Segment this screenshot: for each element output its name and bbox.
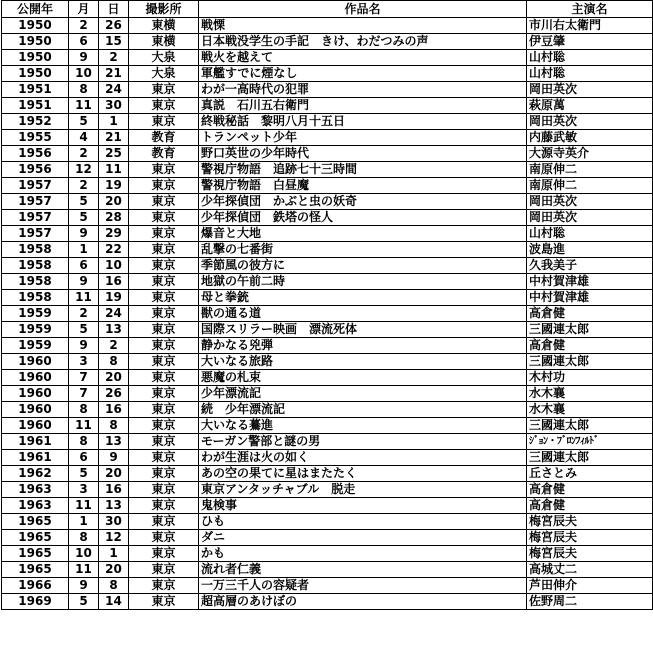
cell-title: 少年探偵団 鉄塔の怪人	[199, 210, 527, 226]
cell-day: 21	[99, 130, 129, 146]
cell-title: 少年探偵団 かぶと虫の妖奇	[199, 194, 527, 210]
cell-year: 1958	[2, 242, 69, 258]
cell-day: 24	[99, 306, 129, 322]
cell-actor: 高倉健	[527, 306, 653, 322]
film-table	[1, 0, 653, 610]
cell-title: 一万三千人の容疑者	[199, 578, 527, 594]
cell-actor: 三國連太郎	[527, 354, 653, 370]
cell-day: 20	[99, 562, 129, 578]
cell-year: 1961	[2, 450, 69, 466]
cell-studio: 東京	[129, 194, 199, 210]
cell-actor: 南原伸二	[527, 178, 653, 194]
cell-year: 1957	[2, 178, 69, 194]
cell-year: 1956	[2, 146, 69, 162]
cell-title: 野口英世の少年時代	[199, 146, 527, 162]
table-row	[2, 210, 653, 226]
cell-day: 8	[99, 418, 129, 434]
cell-title: 国際スリラー映画 漂流死体	[199, 322, 527, 338]
cell-studio: 東京	[129, 578, 199, 594]
table-row	[2, 66, 653, 82]
cell-studio: 大泉	[129, 66, 199, 82]
cell-day: 2	[99, 50, 129, 66]
table-row	[2, 466, 653, 482]
cell-studio: 東京	[129, 242, 199, 258]
table-row	[2, 402, 653, 418]
cell-day: 2	[99, 338, 129, 354]
cell-month: 8	[69, 530, 99, 546]
cell-title: トランペット少年	[199, 130, 527, 146]
cell-year: 1960	[2, 402, 69, 418]
cell-title: 警視庁物語 白昼魔	[199, 178, 527, 194]
cell-month: 11	[69, 290, 99, 306]
table-row	[2, 274, 653, 290]
cell-studio: 東京	[129, 98, 199, 114]
cell-title: 警視庁物語 追跡七十三時間	[199, 162, 527, 178]
cell-year: 1960	[2, 418, 69, 434]
table-row	[2, 290, 653, 306]
cell-year: 1957	[2, 194, 69, 210]
cell-month: 9	[69, 274, 99, 290]
cell-actor: 大源寺英介	[527, 146, 653, 162]
cell-month: 5	[69, 114, 99, 130]
cell-title: かも	[199, 546, 527, 562]
cell-day: 9	[99, 450, 129, 466]
cell-title: ダニ	[199, 530, 527, 546]
cell-title: 爆音と大地	[199, 226, 527, 242]
cell-studio: 教育	[129, 146, 199, 162]
cell-year: 1966	[2, 578, 69, 594]
table-row	[2, 546, 653, 562]
cell-actor: 高倉健	[527, 498, 653, 514]
cell-month: 3	[69, 354, 99, 370]
cell-day: 30	[99, 514, 129, 530]
cell-actor: 中村賀津雄	[527, 290, 653, 306]
cell-studio: 東京	[129, 114, 199, 130]
cell-title: 乱撃の七番街	[199, 242, 527, 258]
cell-month: 5	[69, 210, 99, 226]
cell-year: 1963	[2, 482, 69, 498]
cell-year: 1955	[2, 130, 69, 146]
cell-title: 地獄の午前二時	[199, 274, 527, 290]
cell-day: 28	[99, 210, 129, 226]
cell-actor: 萩原萬	[527, 98, 653, 114]
table-row	[2, 498, 653, 514]
cell-title: 大いなる驀進	[199, 418, 527, 434]
cell-year: 1960	[2, 354, 69, 370]
table-row	[2, 18, 653, 34]
cell-month: 9	[69, 578, 99, 594]
cell-day: 1	[99, 114, 129, 130]
cell-studio: 東京	[129, 354, 199, 370]
cell-day: 8	[99, 578, 129, 594]
cell-actor: 市川右太衛門	[527, 18, 653, 34]
cell-studio: 東京	[129, 226, 199, 242]
cell-year: 1958	[2, 290, 69, 306]
cell-day: 26	[99, 386, 129, 402]
table-row	[2, 306, 653, 322]
cell-year: 1965	[2, 546, 69, 562]
cell-studio: 東京	[129, 546, 199, 562]
cell-month: 5	[69, 594, 99, 610]
table-row	[2, 450, 653, 466]
cell-title: 季節風の彼方に	[199, 258, 527, 274]
cell-actor: 佐野周二	[527, 594, 653, 610]
cell-year: 1965	[2, 530, 69, 546]
cell-studio: 東京	[129, 386, 199, 402]
cell-studio: 東京	[129, 82, 199, 98]
cell-title: わが一高時代の犯罪	[199, 82, 527, 98]
cell-year: 1959	[2, 322, 69, 338]
cell-actor: 三國連太郎	[527, 418, 653, 434]
table-row	[2, 98, 653, 114]
cell-studio: 東京	[129, 498, 199, 514]
cell-studio: 大泉	[129, 50, 199, 66]
cell-month: 5	[69, 322, 99, 338]
cell-title: わが生涯は火の如く	[199, 450, 527, 466]
table-row	[2, 34, 653, 50]
cell-title: 鬼検事	[199, 498, 527, 514]
cell-year: 1959	[2, 306, 69, 322]
table-row	[2, 594, 653, 610]
cell-studio: 東京	[129, 450, 199, 466]
table-row	[2, 226, 653, 242]
cell-title: 終戦秘話 黎明八月十五日	[199, 114, 527, 130]
column-header-month: 月	[69, 1, 99, 18]
column-header-year: 公開年	[2, 1, 69, 18]
column-header-title: 作品名	[199, 1, 527, 18]
film-rows	[2, 18, 653, 610]
cell-day: 20	[99, 194, 129, 210]
cell-year: 1951	[2, 98, 69, 114]
cell-studio: 東京	[129, 482, 199, 498]
cell-day: 19	[99, 290, 129, 306]
cell-studio: 東京	[129, 290, 199, 306]
cell-studio: 東京	[129, 274, 199, 290]
cell-title: 軍艦すでに煙なし	[199, 66, 527, 82]
cell-studio: 東京	[129, 466, 199, 482]
column-header-day: 日	[99, 1, 129, 18]
cell-year: 1965	[2, 514, 69, 530]
cell-day: 24	[99, 82, 129, 98]
cell-month: 2	[69, 178, 99, 194]
cell-actor: 内藤武敏	[527, 130, 653, 146]
cell-month: 6	[69, 34, 99, 50]
table-row	[2, 514, 653, 530]
cell-actor: 丘さとみ	[527, 466, 653, 482]
cell-month: 7	[69, 386, 99, 402]
cell-studio: 東京	[129, 594, 199, 610]
cell-studio: 東京	[129, 418, 199, 434]
cell-studio: 東京	[129, 210, 199, 226]
cell-month: 9	[69, 50, 99, 66]
cell-actor: 芦田伸介	[527, 578, 653, 594]
cell-month: 11	[69, 98, 99, 114]
cell-studio: 東京	[129, 514, 199, 530]
table-row	[2, 418, 653, 434]
cell-year: 1962	[2, 466, 69, 482]
cell-year: 1957	[2, 226, 69, 242]
cell-title: 戦火を越えて	[199, 50, 527, 66]
table-row	[2, 386, 653, 402]
cell-month: 6	[69, 258, 99, 274]
table-row	[2, 178, 653, 194]
table-row	[2, 162, 653, 178]
cell-month: 2	[69, 18, 99, 34]
cell-day: 13	[99, 434, 129, 450]
cell-year: 1957	[2, 210, 69, 226]
cell-day: 14	[99, 594, 129, 610]
cell-actor: 南原伸二	[527, 162, 653, 178]
cell-month: 8	[69, 82, 99, 98]
cell-day: 30	[99, 98, 129, 114]
cell-month: 5	[69, 466, 99, 482]
cell-actor: 山村聡	[527, 50, 653, 66]
cell-month: 9	[69, 338, 99, 354]
cell-studio: 東京	[129, 402, 199, 418]
cell-year: 1950	[2, 66, 69, 82]
cell-year: 1950	[2, 50, 69, 66]
cell-studio: 東横	[129, 18, 199, 34]
cell-day: 13	[99, 322, 129, 338]
cell-actor: 伊豆肇	[527, 34, 653, 50]
cell-actor: 水木襄	[527, 402, 653, 418]
cell-day: 16	[99, 274, 129, 290]
cell-month: 7	[69, 370, 99, 386]
cell-actor: 梅宮辰夫	[527, 546, 653, 562]
cell-actor: 高倉健	[527, 482, 653, 498]
cell-month: 9	[69, 226, 99, 242]
cell-actor: 岡田英次	[527, 210, 653, 226]
cell-studio: 東京	[129, 338, 199, 354]
cell-studio: 東京	[129, 434, 199, 450]
table-row	[2, 322, 653, 338]
cell-title: 超高層のあけぼの	[199, 594, 527, 610]
cell-title: 真説 石川五右衛門	[199, 98, 527, 114]
cell-day: 15	[99, 34, 129, 50]
cell-title: モーガン警部と謎の男	[199, 434, 527, 450]
column-header-studio: 撮影所	[129, 1, 199, 18]
table-row	[2, 242, 653, 258]
table-row	[2, 530, 653, 546]
table-row	[2, 114, 653, 130]
cell-actor: 山村聡	[527, 226, 653, 242]
cell-studio: 東京	[129, 562, 199, 578]
cell-month: 11	[69, 562, 99, 578]
cell-year: 1951	[2, 82, 69, 98]
cell-actor: 中村賀津雄	[527, 274, 653, 290]
cell-day: 26	[99, 18, 129, 34]
cell-day: 11	[99, 162, 129, 178]
cell-month: 1	[69, 514, 99, 530]
cell-day: 19	[99, 178, 129, 194]
cell-studio: 東京	[129, 530, 199, 546]
cell-month: 2	[69, 146, 99, 162]
cell-month: 1	[69, 242, 99, 258]
cell-year: 1959	[2, 338, 69, 354]
table-row	[2, 434, 653, 450]
cell-day: 22	[99, 242, 129, 258]
cell-month: 6	[69, 450, 99, 466]
cell-actor: ｼﾞｮﾝ・ﾌﾞﾛﾝﾌｨﾙﾄﾞ	[527, 434, 653, 450]
cell-year: 1960	[2, 386, 69, 402]
cell-year: 1963	[2, 498, 69, 514]
cell-day: 20	[99, 466, 129, 482]
table-row	[2, 146, 653, 162]
cell-studio: 東京	[129, 162, 199, 178]
cell-year: 1952	[2, 114, 69, 130]
cell-actor: 波島進	[527, 242, 653, 258]
table-row	[2, 82, 653, 98]
cell-actor: 高城丈二	[527, 562, 653, 578]
cell-year: 1965	[2, 562, 69, 578]
cell-actor: 岡田英次	[527, 114, 653, 130]
cell-actor: 山村聡	[527, 66, 653, 82]
cell-day: 21	[99, 66, 129, 82]
cell-actor: 木村功	[527, 370, 653, 386]
cell-day: 20	[99, 370, 129, 386]
cell-day: 10	[99, 258, 129, 274]
cell-day: 8	[99, 354, 129, 370]
cell-year: 1958	[2, 274, 69, 290]
cell-title: 戦慄	[199, 18, 527, 34]
cell-day: 25	[99, 146, 129, 162]
cell-studio: 東横	[129, 34, 199, 50]
cell-year: 1956	[2, 162, 69, 178]
header-row	[2, 1, 653, 18]
cell-month: 11	[69, 498, 99, 514]
cell-year: 1950	[2, 18, 69, 34]
table-row	[2, 578, 653, 594]
cell-studio: 東京	[129, 258, 199, 274]
table-row	[2, 130, 653, 146]
cell-actor: 水木襄	[527, 386, 653, 402]
cell-actor: 三國連太郎	[527, 450, 653, 466]
cell-actor: 高倉健	[527, 338, 653, 354]
cell-month: 2	[69, 306, 99, 322]
cell-title: 母と拳銃	[199, 290, 527, 306]
cell-month: 8	[69, 434, 99, 450]
cell-actor: 久我美子	[527, 258, 653, 274]
cell-day: 16	[99, 402, 129, 418]
table-row	[2, 482, 653, 498]
cell-day: 16	[99, 482, 129, 498]
cell-title: 少年漂流記	[199, 386, 527, 402]
cell-title: 流れ者仁義	[199, 562, 527, 578]
cell-month: 4	[69, 130, 99, 146]
cell-studio: 東京	[129, 306, 199, 322]
cell-month: 12	[69, 162, 99, 178]
cell-title: 東京アンタッチャブル 脱走	[199, 482, 527, 498]
cell-studio: 教育	[129, 130, 199, 146]
cell-title: 大いなる旅路	[199, 354, 527, 370]
cell-studio: 東京	[129, 322, 199, 338]
cell-day: 13	[99, 498, 129, 514]
cell-year: 1961	[2, 434, 69, 450]
table-row	[2, 562, 653, 578]
cell-title: 獣の通る道	[199, 306, 527, 322]
cell-actor: 梅宮辰夫	[527, 530, 653, 546]
table-row	[2, 370, 653, 386]
cell-month: 11	[69, 418, 99, 434]
cell-title: 悪魔の札束	[199, 370, 527, 386]
cell-title: あの空の果てに星はまたたく	[199, 466, 527, 482]
cell-year: 1960	[2, 370, 69, 386]
cell-day: 29	[99, 226, 129, 242]
table-row	[2, 194, 653, 210]
cell-day: 12	[99, 530, 129, 546]
cell-actor: 梅宮辰夫	[527, 514, 653, 530]
cell-title: ひも	[199, 514, 527, 530]
cell-studio: 東京	[129, 178, 199, 194]
cell-actor: 三國連太郎	[527, 322, 653, 338]
table-row	[2, 258, 653, 274]
cell-year: 1950	[2, 34, 69, 50]
cell-year: 1958	[2, 258, 69, 274]
cell-title: 静かなる兇弾	[199, 338, 527, 354]
column-header-actor: 主演名	[527, 1, 653, 18]
cell-month: 10	[69, 546, 99, 562]
cell-studio: 東京	[129, 370, 199, 386]
table-row	[2, 354, 653, 370]
cell-day: 1	[99, 546, 129, 562]
cell-year: 1969	[2, 594, 69, 610]
cell-title: 日本戦没学生の手記 きけ、わだつみの声	[199, 34, 527, 50]
cell-title: 続 少年漂流記	[199, 402, 527, 418]
cell-month: 5	[69, 194, 99, 210]
cell-month: 10	[69, 66, 99, 82]
cell-month: 8	[69, 402, 99, 418]
cell-actor: 岡田英次	[527, 82, 653, 98]
cell-actor: 岡田英次	[527, 194, 653, 210]
table-row	[2, 50, 653, 66]
table-row	[2, 338, 653, 354]
cell-month: 3	[69, 482, 99, 498]
